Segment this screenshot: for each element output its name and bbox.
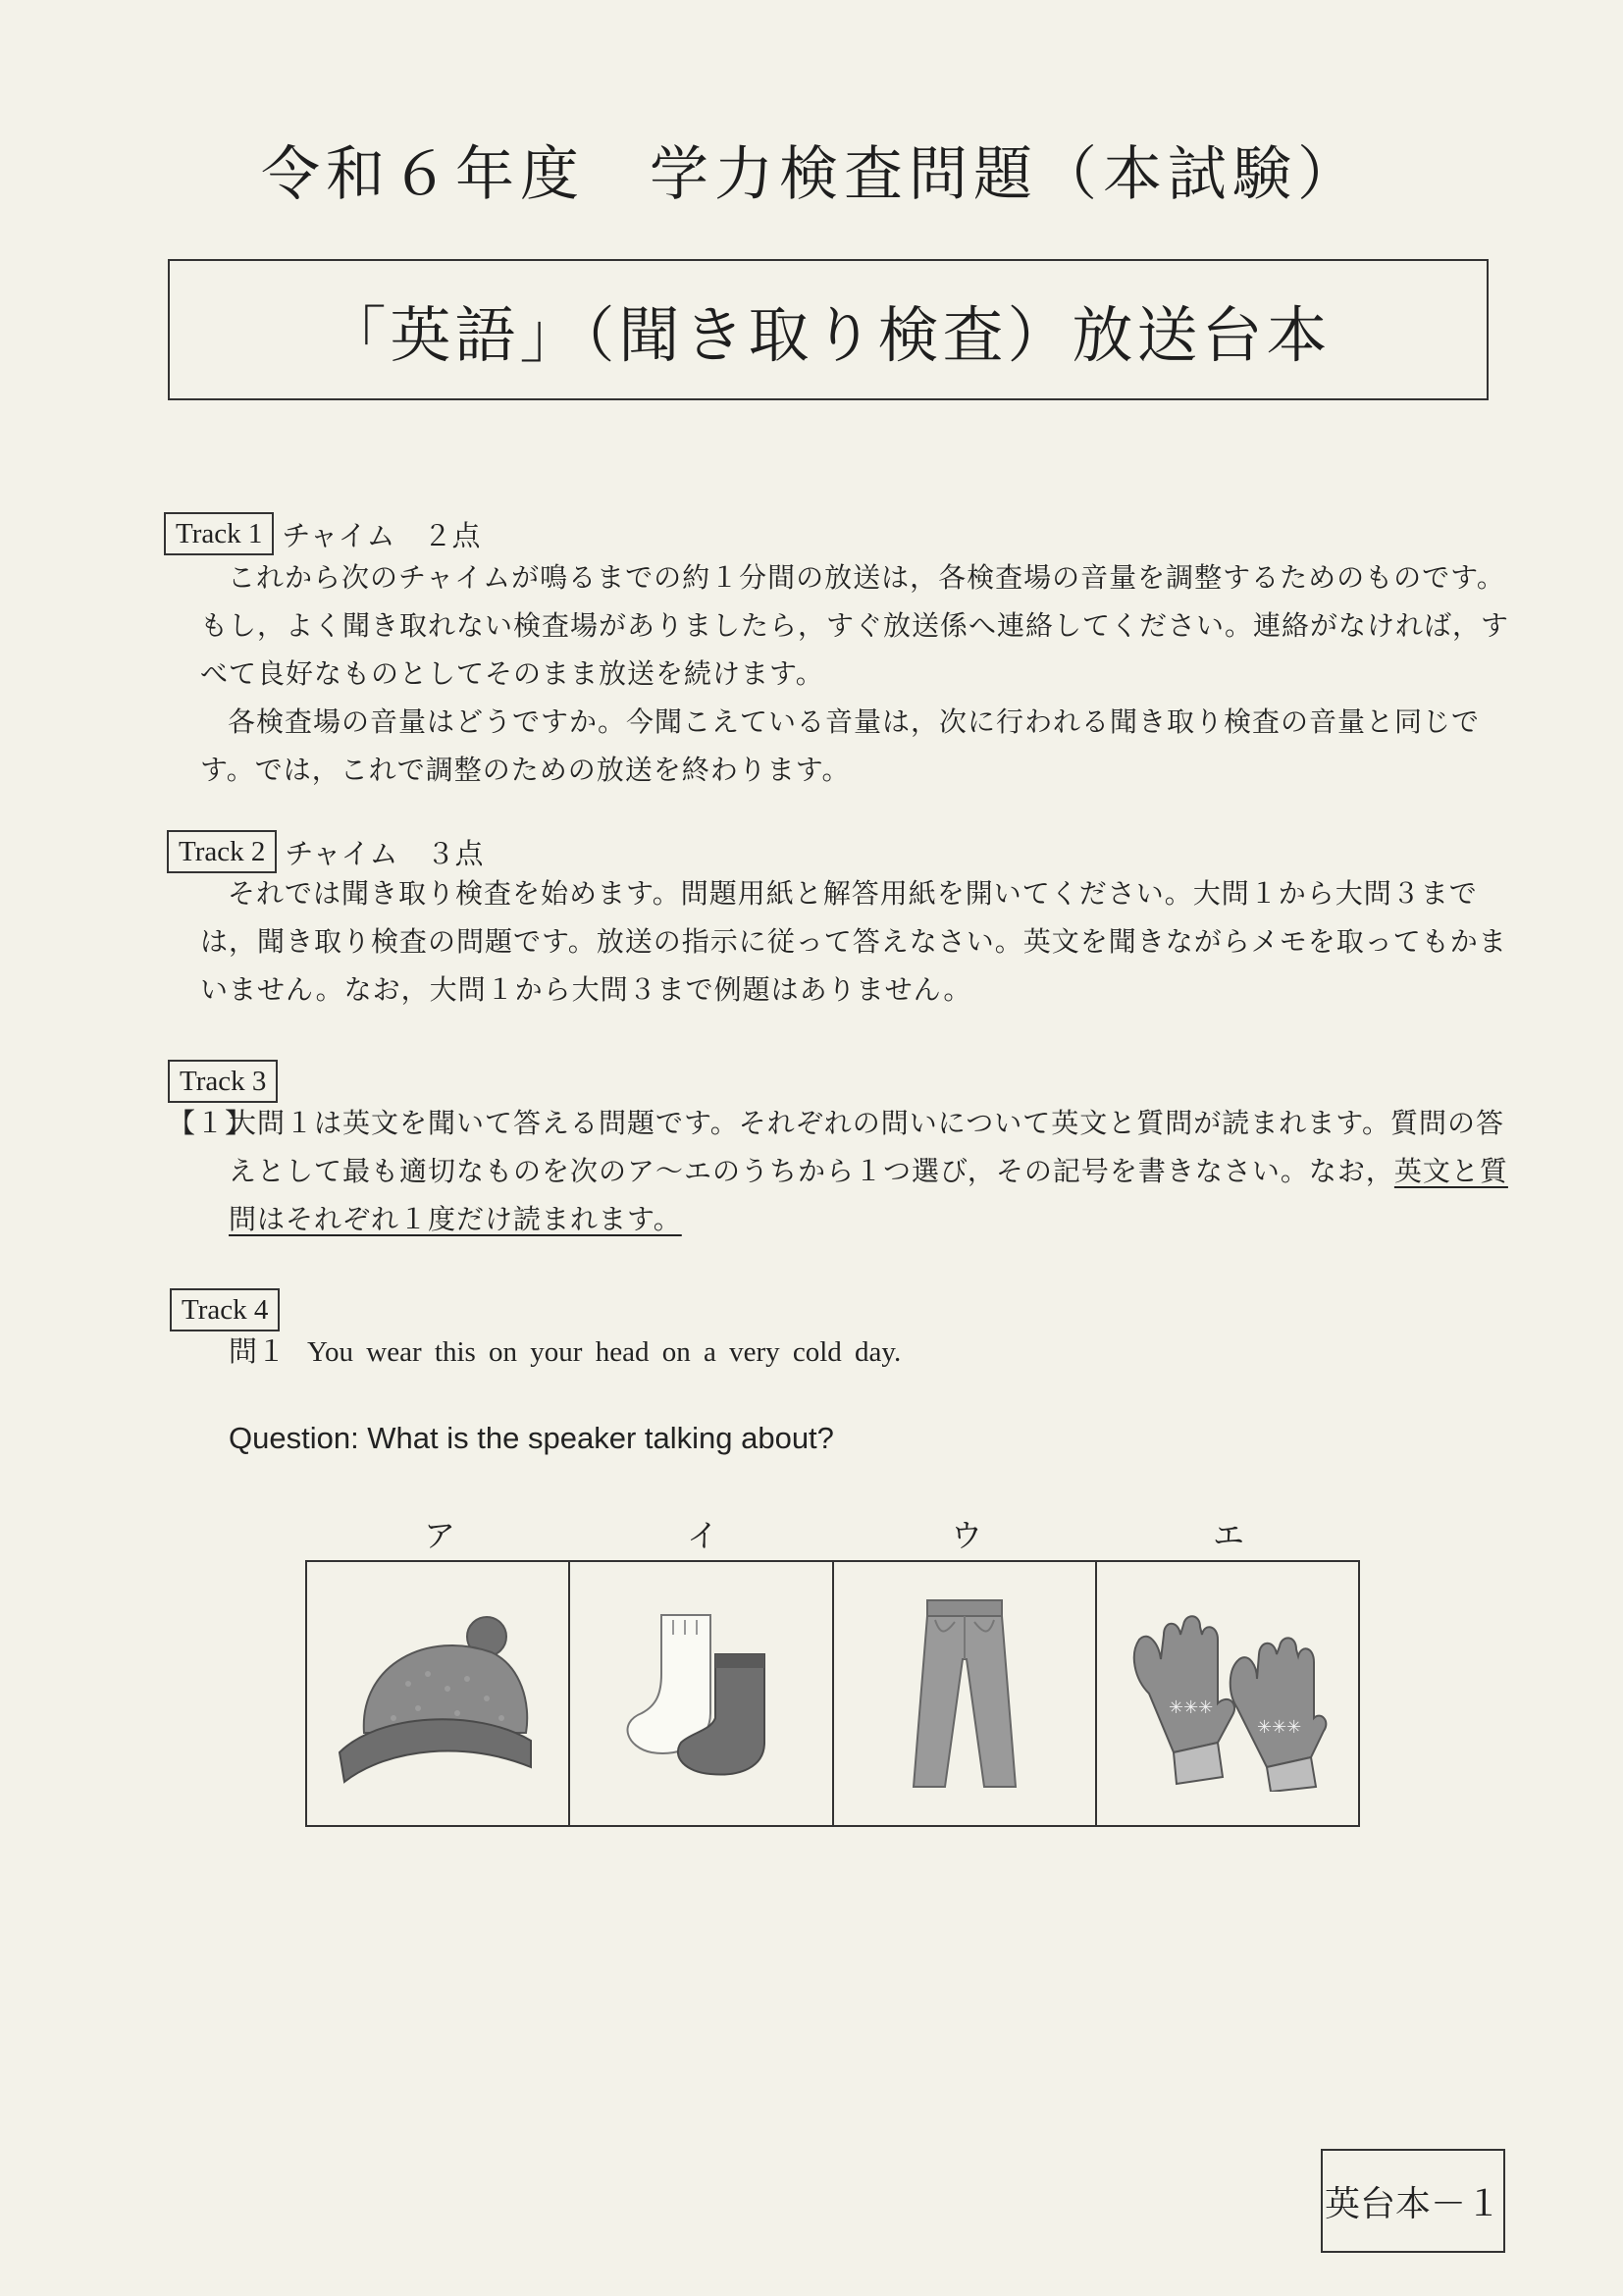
track1-header (164, 512, 481, 555)
question-1 (229, 1330, 901, 1370)
track1-paragraph-1: これから次のチャイムが鳴るまでの約１分間の放送は，各検査場の音量を調整するためのものです。もし，よく聞き取れない検査場がありましたら，すぐ放送係へ連絡してください。連絡がなければ，すべて良好なものとしてそのまま放送を続けます。 (200, 561, 1510, 690)
track3-text (168, 1099, 1522, 1243)
track2-text (200, 869, 1515, 1014)
socks-icon (602, 1595, 799, 1792)
track1-text (200, 553, 1515, 794)
question-statement: You wear this on your head on a very cold day. (307, 1336, 902, 1368)
track3-header (168, 1060, 278, 1103)
choice-label-u: ウ (950, 1517, 982, 1554)
track1-meta: チャイム ２点 (282, 518, 481, 552)
track1-label: Track 1 (164, 512, 274, 555)
choice-table (305, 1560, 1360, 1827)
track4-label: Track 4 (170, 1288, 280, 1331)
track2-paragraph-1: それでは聞き取り検査を始めます。問題用紙と解答用紙を開いてください。大問１から大問３までは，聞き取り検査の問題です。放送の指示に従って答えなさい。英文を聞きながらメモを取ってもかまいません。なお，大問１から大問３まで例題はありません。 (200, 877, 1507, 1006)
track2-meta: チャイム ３点 (285, 836, 484, 870)
choice-label-e: エ (1212, 1517, 1244, 1554)
svg-text:✳✳✳: ✳✳✳ (1256, 1717, 1302, 1738)
choice-cell-a (307, 1562, 570, 1825)
choice-cell-u (834, 1562, 1097, 1825)
knit-hat-icon (320, 1595, 555, 1792)
section-number: 【１】 (168, 1107, 254, 1139)
subtitle-box (168, 259, 1489, 400)
track2-header (167, 830, 484, 873)
choice-label-a: ア (423, 1517, 455, 1554)
gloves-icon (1120, 1595, 1335, 1792)
track2-label: Track 2 (167, 830, 277, 873)
question-number: 問１ (229, 1334, 287, 1368)
section-instructions-underlined: 英文と質問はそれぞれ１度だけ読まれます。 (229, 1155, 1508, 1235)
track1-paragraph-2: 各検査場の音量はどうですか。今聞こえている音量は，次に行われる聞き取り検査の音量と同じです。では，これで調整のための放送を終わります。 (200, 705, 1481, 786)
choice-cell-i (570, 1562, 833, 1825)
pants-icon (886, 1591, 1043, 1797)
choice-cell-e (1097, 1562, 1358, 1825)
page-tag: 英台本－１ (1321, 2149, 1505, 2253)
section-instructions: 大問１は英文を聞いて答える問題です。それぞれの問いについて英文と質問が読まれます。質問の答えとして最も適切なものを次のア～エのうちから１つ選び，その記号を書きなさい。なお， (229, 1107, 1504, 1187)
track4-header (170, 1288, 280, 1331)
track3-label: Track 3 (168, 1060, 278, 1103)
svg-text:✳✳✳: ✳✳✳ (1168, 1697, 1214, 1718)
main-title: 令和６年度 学力検査問題（本試験） (261, 140, 1362, 209)
question-prompt: Question: What is the speaker talking about? (229, 1421, 834, 1455)
choice-label-i: イ (686, 1517, 718, 1554)
subtitle: 「英語」（聞き取り検査）放送台本 (325, 298, 1332, 371)
